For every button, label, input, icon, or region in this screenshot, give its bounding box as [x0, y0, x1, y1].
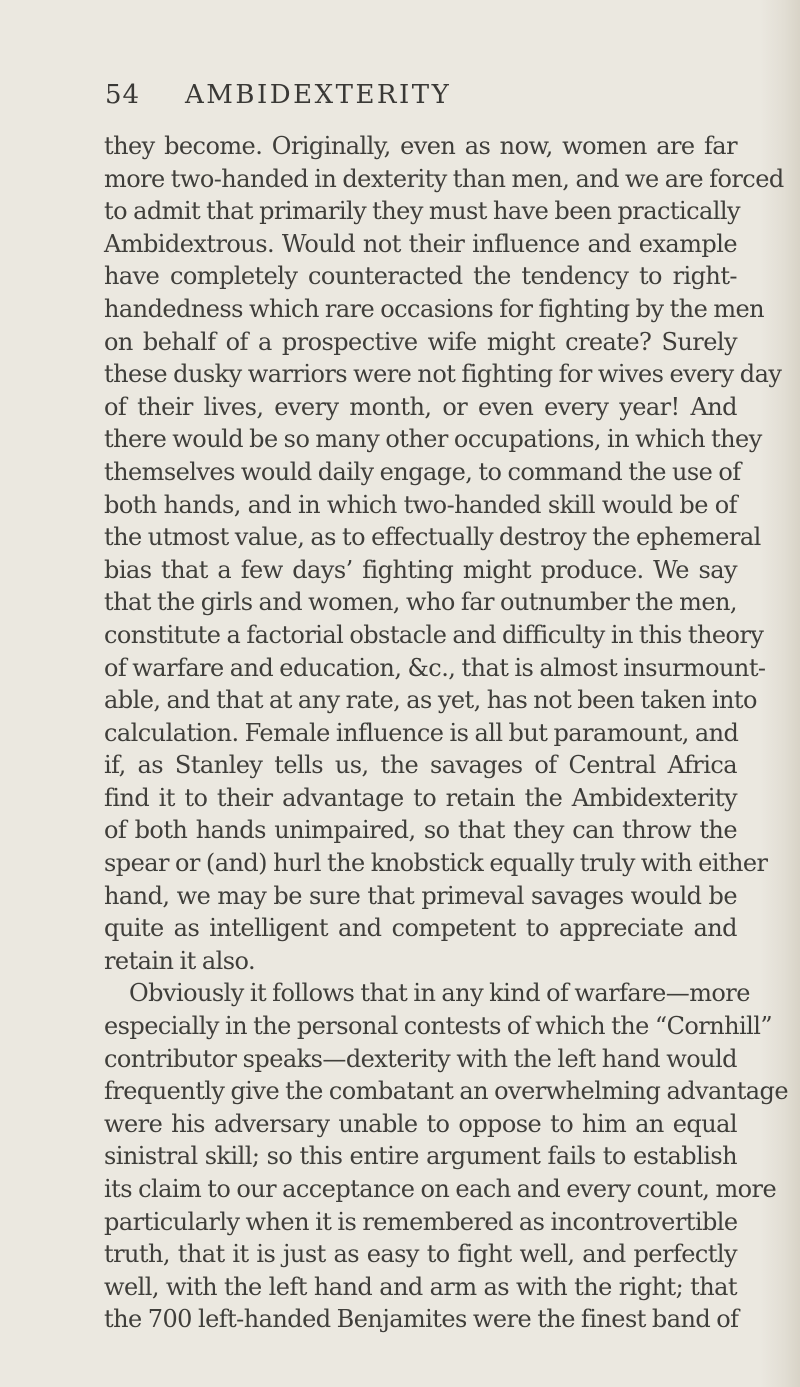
text-line: themselves would daily engage, to command the use of	[104, 457, 741, 486]
text-line: Ambidextrous. Would not their influence and example	[104, 229, 737, 258]
text-line: especially in the personal contests of which the “Cornhill”	[104, 1012, 773, 1041]
text-line: quite as intelligent and competent to appreciate and	[104, 914, 737, 943]
text-line: both hands, and in which two-handed skill would be of	[104, 490, 737, 519]
page-header	[105, 80, 555, 120]
text-line: particularly when it is remembered as incontrovertible	[104, 1207, 738, 1236]
text-line: calculation. Female influence is all but paramount, and	[104, 718, 739, 747]
text-line: truth, that it is just as easy to fight well, and perfectly	[104, 1240, 737, 1269]
text-line: able, and that at any rate, as yet, has not been taken into	[104, 686, 757, 715]
text-line: contributor speaks—dexterity with the left hand would	[104, 1044, 737, 1073]
text-line: frequently give the combatant an overwhelming advantage	[104, 1077, 789, 1106]
running-head: AMBIDEXTERITY	[185, 80, 452, 110]
text-line: its claim to our acceptance on each and every count, more	[104, 1175, 777, 1203]
text-line: constitute a factorial obstacle and difficulty in this theory	[104, 620, 764, 649]
text-line: were his adversary unable to oppose to him an equal	[104, 1109, 737, 1138]
text-line: that the girls and women, who far outnumber the men,	[104, 588, 737, 617]
body-text	[104, 130, 789, 1336]
text-line: handedness which rare occasions for fighting by the men	[104, 294, 765, 323]
text-line: bias that a few days’ fighting might produce. We say	[104, 555, 737, 584]
text-line: sinistral skill; so this entire argument fails to establish	[104, 1142, 737, 1171]
text-line: to admit that primarily they must have been practically	[104, 197, 741, 226]
text-line: there would be so many other occupations, in which they	[104, 425, 762, 454]
text-line: the 700 left-handed Benjamites were the finest band of	[104, 1305, 739, 1334]
text-line: the utmost value, as to effectually destroy the ephemeral	[104, 523, 761, 552]
text-line: hand, we may be sure that primeval savages would be	[104, 881, 737, 910]
text-line: they become. Originally, even as now, women are far	[104, 132, 737, 160]
text-line: well, with the left hand and arm as with the right; that	[104, 1272, 737, 1301]
text-line: these dusky warriors were not fighting for wives every day	[104, 360, 782, 389]
text-line: if, as Stanley tells us, the savages of Central Africa	[104, 751, 737, 780]
text-line: of both hands unimpaired, so that they can throw the	[104, 816, 737, 845]
text-line: of warfare and education, &c., that is almost insurmount-	[104, 653, 766, 682]
text-line: of their lives, every month, or even every year! And	[104, 392, 737, 421]
text-line: find it to their advantage to retain the Ambidexterity	[104, 783, 737, 812]
text-line: on behalf of a prospective wife might create? Surely	[104, 327, 737, 356]
page-number: 54	[105, 80, 141, 110]
text-line: have completely counteracted the tendency to right-	[104, 262, 737, 291]
paragraph-start-line: Obviously it follows that in any kind of warfare—more	[129, 979, 750, 1008]
paragraph-end-line: retain it also.	[104, 946, 256, 975]
text-line: more two-handed in dexterity than men, and we are forced	[104, 164, 784, 193]
text-line: spear or (and) hurl the knobstick equally truly with either	[104, 849, 768, 878]
